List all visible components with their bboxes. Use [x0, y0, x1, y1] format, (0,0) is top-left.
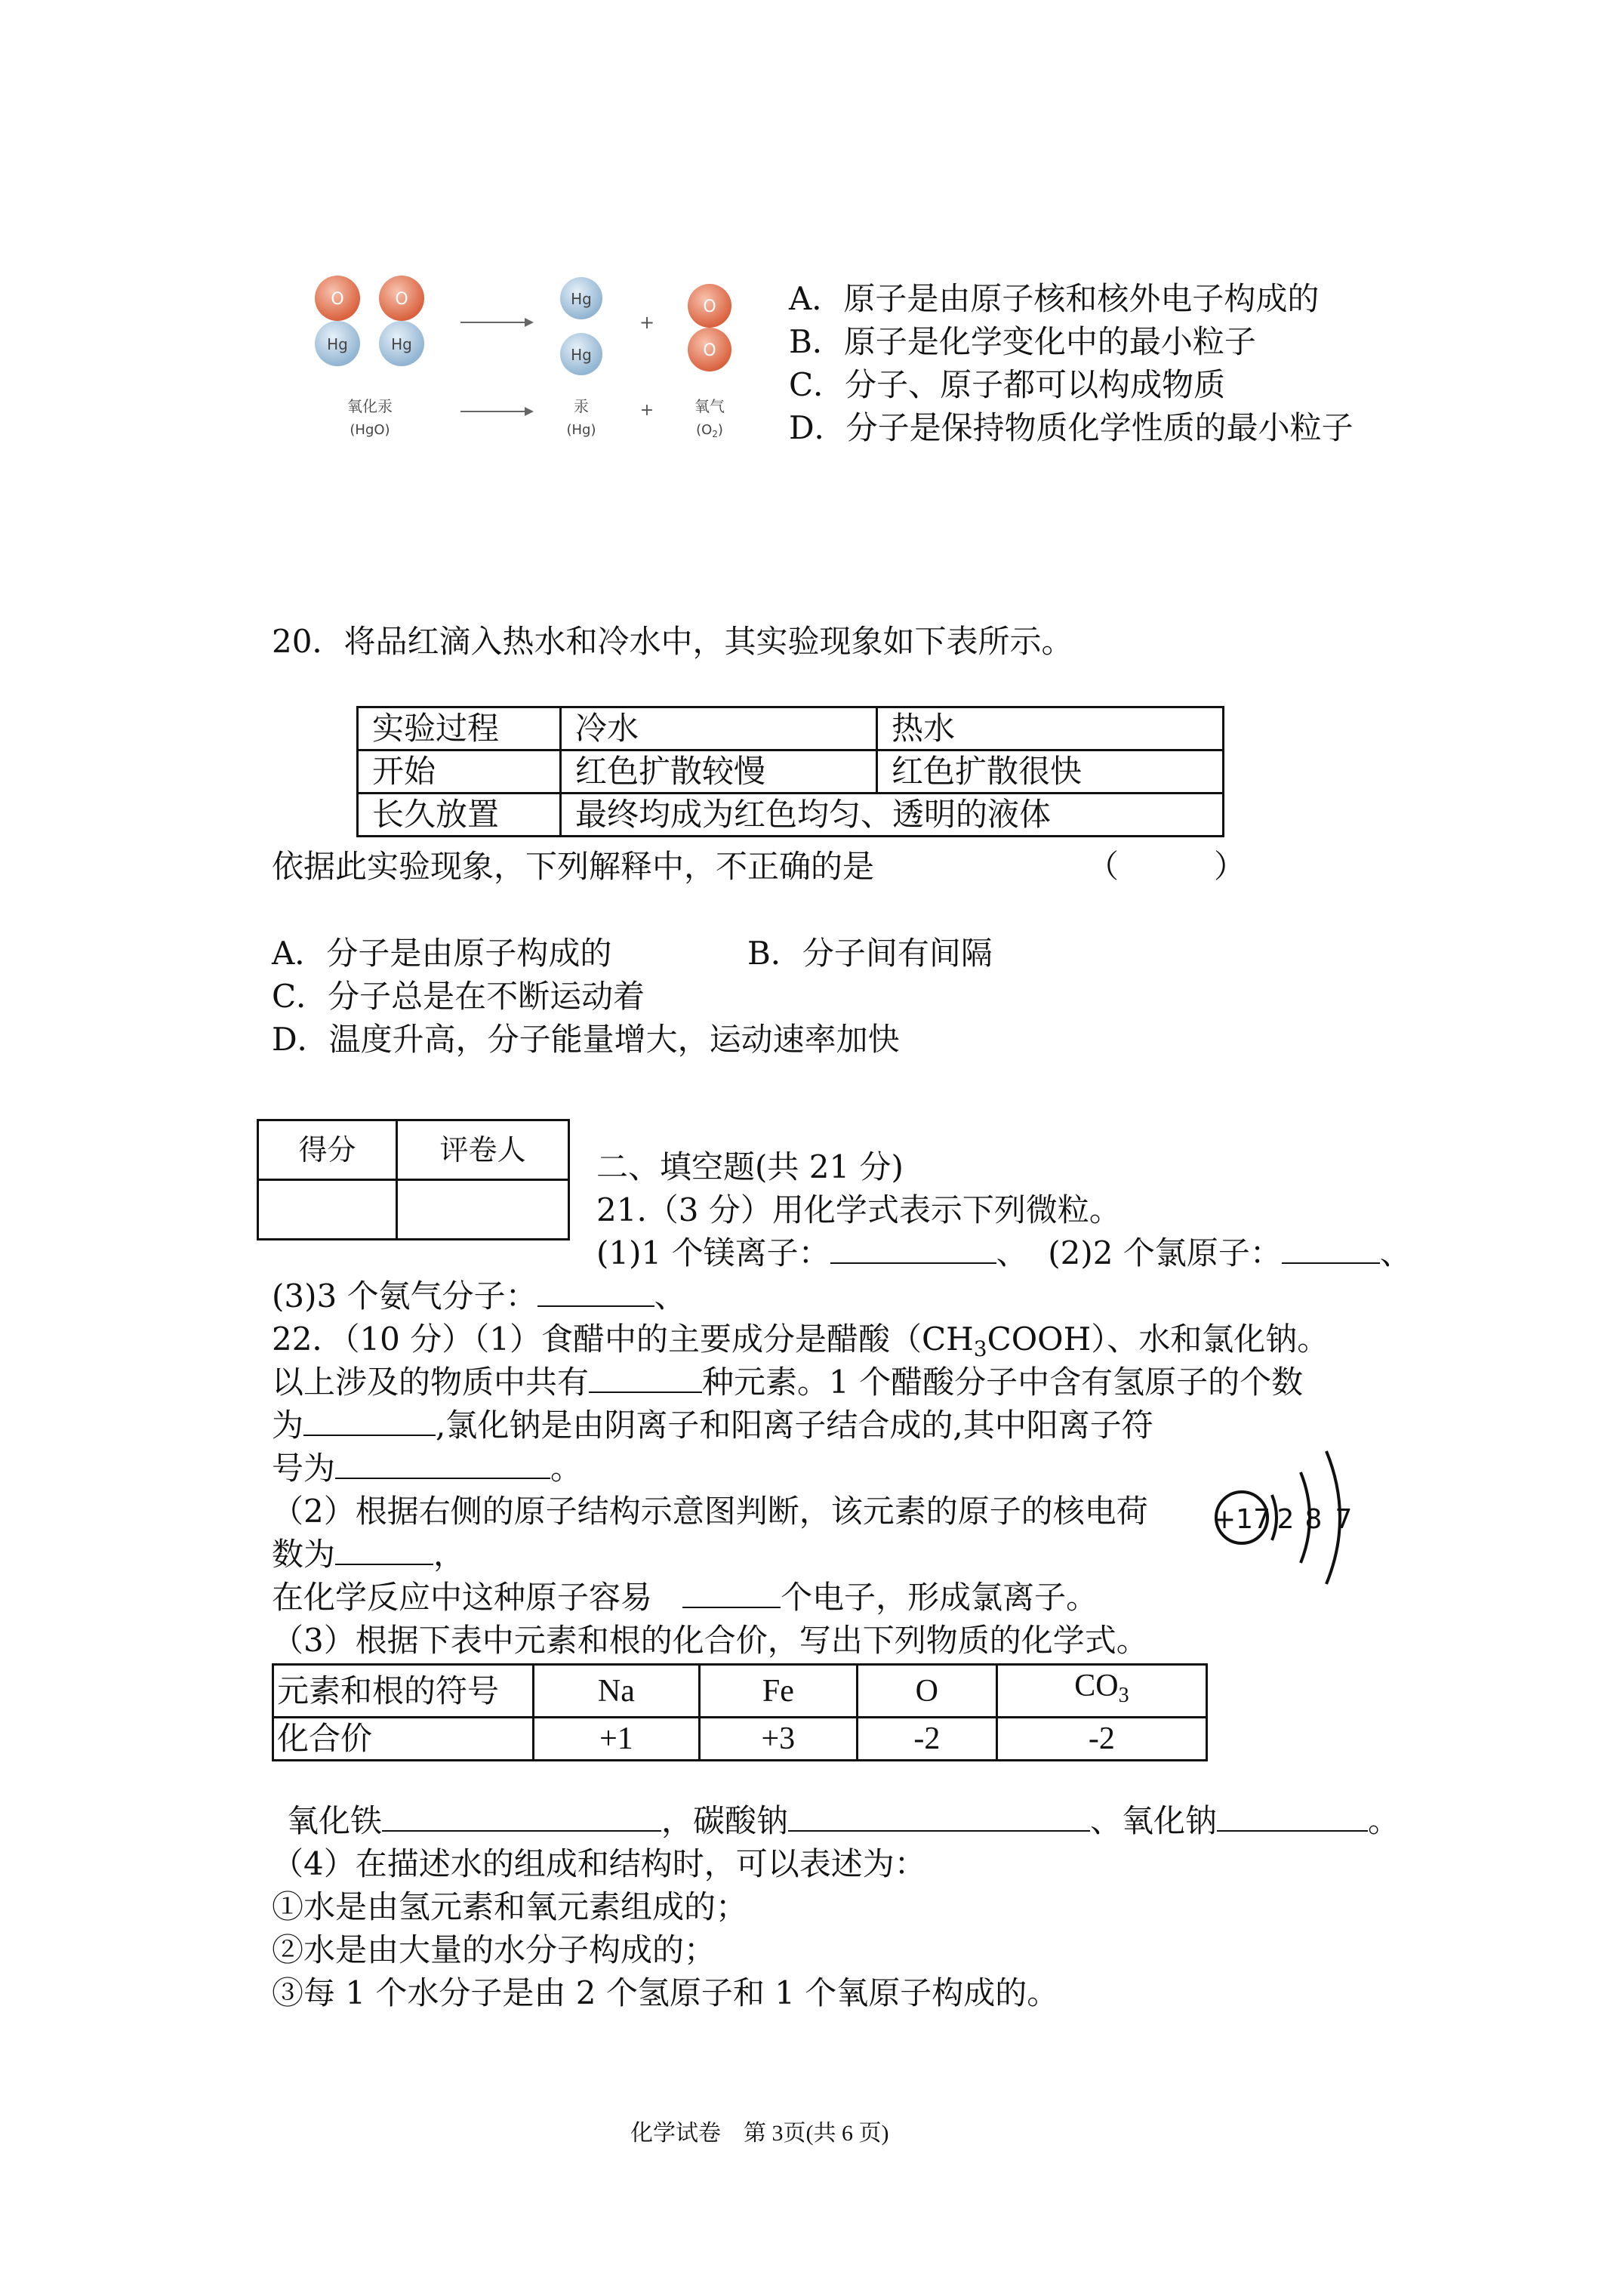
q20-option-c: C．分子总是在不断运动着	[272, 978, 645, 1015]
q21-separator: 、	[996, 1234, 1028, 1271]
q20-table	[356, 706, 1224, 837]
q21-separator: 、	[1379, 1234, 1412, 1271]
q22-text: 在化学反应中这种原子容易	[272, 1579, 653, 1616]
table-cell: O	[857, 1665, 996, 1718]
q20-answer-paren: （ ）	[1087, 848, 1246, 885]
label-hg-formula: (Hg)	[566, 422, 596, 438]
table-row	[273, 1718, 1207, 1761]
grader-field[interactable]	[397, 1180, 569, 1240]
score-label: 得分	[258, 1120, 397, 1180]
atom-o-label: O	[703, 341, 716, 360]
hgo-decomposition-diagram	[298, 260, 766, 464]
q22-part2-line3	[272, 1576, 1098, 1619]
q22-text: 。	[1368, 1802, 1400, 1839]
q20-question: 依据此实验现象，下列解释中，不正确的是	[272, 848, 875, 885]
q21-part3-text: (3)3 个氨气分子：	[272, 1277, 537, 1314]
q22-text: ，碳酸钠	[661, 1802, 789, 1839]
q22-text: 为	[272, 1407, 304, 1444]
page-footer: 化学试卷 第 3页(共 6 页)	[630, 2121, 889, 2146]
q22-nuclear-charge-blank[interactable]	[335, 1533, 433, 1565]
q22-cation-symbol-blank[interactable]	[335, 1447, 550, 1479]
table-cell: 红色扩散较慢	[561, 750, 877, 794]
plus-sign: +	[639, 312, 655, 333]
section2-title: 二、填空题(共 21 分)	[596, 1148, 904, 1185]
q19-option-d: D．分子是保持物质化学性质的最小粒子	[789, 409, 1354, 446]
table-cell: -2	[857, 1718, 996, 1761]
reaction-arrow-bottom	[460, 407, 534, 416]
score-box	[257, 1119, 570, 1240]
table-cell: +3	[699, 1718, 857, 1761]
table-cell: 开始	[358, 750, 561, 794]
q22-subscript: 3	[973, 1336, 987, 1361]
atom-hg-label: Hg	[327, 335, 348, 353]
q22-line3	[272, 1404, 1153, 1447]
q22-text: 以上涉及的物质中共有	[272, 1364, 590, 1401]
q22-text: 氧化铁	[287, 1802, 383, 1839]
q20-stem: 20．将品红滴入热水和冷水中，其实验现象如下表所示。	[272, 623, 1073, 660]
q22-part4-statement-3: ③每 1 个水分子是由 2 个氢原子和 1 个氧原子构成的。	[272, 1974, 1059, 2011]
q21-answer1-blank[interactable]	[830, 1232, 996, 1264]
sodium-carbonate-formula-blank[interactable]	[788, 1800, 1090, 1832]
q22-text: 号为	[272, 1450, 336, 1487]
q22-text: ，	[433, 1536, 466, 1573]
o2-molecule	[688, 284, 731, 371]
q21-stem: 21.（3 分）用化学式表示下列微粒。	[596, 1191, 1121, 1228]
label-hgo-formula: (HgO)	[350, 422, 390, 438]
q21-part1-text: (1)1 个镁离子：	[596, 1234, 830, 1271]
q21-line1	[596, 1232, 1412, 1274]
co3-subscript: 3	[1118, 1684, 1129, 1707]
q21-separator: 、	[654, 1277, 686, 1314]
hgo-molecule-2	[379, 276, 424, 366]
q21-answer3-blank[interactable]	[537, 1275, 654, 1307]
q22-text: 。	[550, 1450, 583, 1487]
table-row	[258, 1180, 569, 1240]
shell-electron-count: 2	[1277, 1504, 1295, 1535]
q22-text: COOH）、水和氯化钠。	[987, 1321, 1329, 1358]
atom-o-label: O	[395, 290, 408, 309]
sodium-oxide-formula-blank[interactable]	[1217, 1800, 1368, 1832]
q21-part2-text: (2)2 个氯原子：	[1048, 1234, 1282, 1271]
q22-part3-answers	[287, 1800, 1400, 1842]
q20-option-b: B．分子间有间隔	[747, 935, 993, 972]
atom-hg-label: Hg	[571, 346, 592, 364]
q19-option-b: B．原子是化学变化中的最小粒子	[789, 323, 1256, 360]
chlorine-atom-structure-diagram	[1212, 1435, 1370, 1601]
atom-hg-label: Hg	[571, 290, 592, 308]
table-row	[358, 707, 1224, 750]
q21-answer2-blank[interactable]	[1282, 1232, 1380, 1264]
plus-sign-bottom: +	[639, 401, 654, 420]
q22-text: 数为	[272, 1536, 336, 1573]
table-cell: Na	[534, 1665, 700, 1718]
q22-part4-statement-2: ②水是由大量的水分子构成的；	[272, 1931, 716, 1968]
q21-line2	[272, 1275, 686, 1318]
iron-oxide-formula-blank[interactable]	[382, 1800, 661, 1832]
label-hgo: 氧化汞	[347, 397, 393, 415]
co3-symbol: CO	[1074, 1669, 1119, 1703]
atom-hg-label: Hg	[391, 335, 412, 353]
q22-part2-line2	[272, 1533, 465, 1576]
q22-text: 、氧化钠	[1090, 1802, 1218, 1839]
q22-part3-stem: （3）根据下表中元素和根的化合价，写出下列物质的化学式。	[272, 1622, 1148, 1659]
grader-label: 评卷人	[397, 1120, 569, 1180]
q22-line4	[272, 1447, 582, 1490]
q22-hydrogen-count-blank[interactable]	[303, 1404, 436, 1436]
table-cell: 元素和根的符号	[273, 1665, 534, 1718]
label-o2: 氧气	[694, 397, 725, 415]
q22-part4-stem: （4）在描述水的组成和结构时，可以表述为：	[272, 1845, 926, 1882]
nucleus-charge: +17	[1213, 1504, 1270, 1535]
table-cell: 长久放置	[358, 794, 561, 837]
electron-shell-1	[1272, 1495, 1277, 1540]
atom-o-label: O	[703, 297, 716, 316]
q22-text: 种元素。1 个醋酸分子中含有氢原子的个数	[702, 1364, 1304, 1401]
hgo-molecule-1	[315, 276, 360, 366]
q22-text: 个电子，形成氯离子。	[781, 1579, 1098, 1616]
hg-atoms	[560, 277, 602, 375]
q22-part4-statement-1: ①水是由氢元素和氧元素组成的；	[272, 1888, 748, 1925]
valence-table	[272, 1663, 1208, 1761]
table-row	[258, 1120, 569, 1180]
q20-option-a: A．分子是由原子构成的	[272, 935, 612, 972]
label-o2-formula: $(O_2)$	[696, 422, 723, 439]
q19-option-a: A．原子是由原子核和核外电子构成的	[789, 280, 1320, 317]
table-row	[273, 1665, 1207, 1718]
table-cell: 红色扩散很快	[877, 750, 1224, 794]
q19-option-c: C．分子、原子都可以构成物质	[789, 366, 1226, 403]
score-field[interactable]	[258, 1180, 397, 1240]
q22-electron-blank[interactable]	[682, 1576, 781, 1608]
q22-part2-line1: （2）根据右侧的原子结构示意图判断，该元素的原子的核电荷	[272, 1493, 1148, 1530]
table-cell	[996, 1665, 1206, 1718]
table-cell: +1	[534, 1718, 700, 1761]
table-cell: 冷水	[561, 707, 877, 750]
table-cell: 化合价	[273, 1718, 534, 1761]
table-cell: 最终均成为红色均匀、透明的液体	[561, 794, 1224, 837]
q22-text: ,氯化钠是由阴离子和阳离子结合成的,其中阳离子符	[436, 1407, 1153, 1444]
table-cell: 实验过程	[358, 707, 561, 750]
table-cell: -2	[996, 1718, 1206, 1761]
atom-o-label: O	[331, 290, 344, 309]
shell-electron-count: 7	[1335, 1504, 1353, 1535]
label-hg: 汞	[574, 397, 589, 415]
q22-line2	[272, 1361, 1303, 1404]
q20-option-d: D．温度升高，分子能量增大，运动速率加快	[272, 1021, 900, 1058]
q22-element-count-blank[interactable]	[589, 1361, 702, 1393]
table-cell: 热水	[877, 707, 1224, 750]
q22-text: 22．（10 分）（1）食醋中的主要成分是醋酸（CH	[272, 1321, 974, 1358]
table-row	[358, 750, 1224, 794]
reaction-arrow-top	[460, 318, 534, 327]
shell-electron-count: 8	[1304, 1504, 1323, 1535]
table-row	[358, 794, 1224, 837]
table-cell: Fe	[699, 1665, 857, 1718]
